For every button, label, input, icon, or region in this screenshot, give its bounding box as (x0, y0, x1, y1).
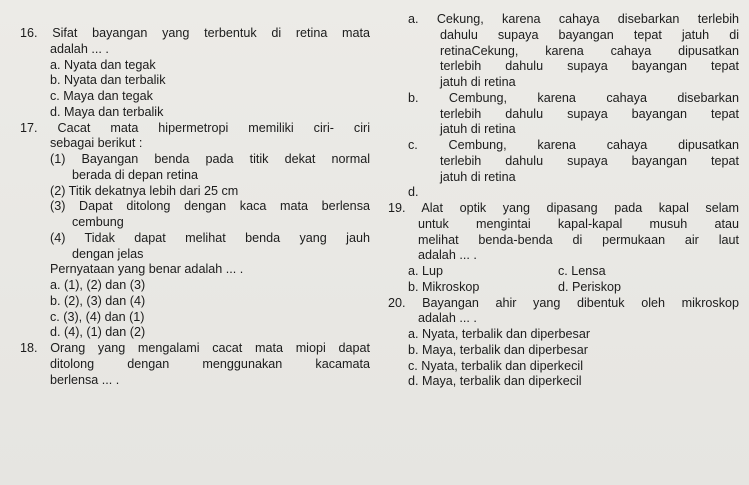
q19-stem-line-4: adalah ... . (418, 248, 477, 263)
q16-option-a: a. Nyata dan tegak (50, 57, 156, 72)
q17-statement-1: (1) Bayangan benda pada titik dekat normal (50, 152, 370, 166)
q17-statement-3: (3) Dapat ditolong dengan kaca mata berlensa (50, 199, 370, 214)
q18-option-c-line-2: terlebih dahulu supaya bayangan tepat (440, 153, 739, 168)
q18-option-b-line-1: b. Cembung, karena cahaya disebarkan (408, 90, 739, 105)
q16-stem-line-1: 16. Sifat bayangan yang terbentuk di retina mata (20, 26, 370, 40)
q16-option-b: b. Nyata dan terbalik (50, 73, 166, 88)
q18-option-a-line-5: jatuh di retina (440, 75, 516, 89)
q20-stem-line-2: adalah ... . (418, 311, 477, 326)
left-column (20, 26, 370, 388)
q18-option-b-line-2: terlebih dahulu supaya bayangan tepat (440, 106, 739, 121)
q16-option-d: d. Maya dan terbalik (50, 104, 164, 119)
q18-option-a-line-2: dahulu supaya bayangan tepat jatuh di (440, 27, 739, 42)
q17-statement-4-cont: dengan jelas (72, 246, 144, 261)
q18-option-c-line-3: jatuh di retina (440, 169, 516, 184)
q17-option-b: b. (2), (3) dan (4) (50, 293, 146, 308)
q18-stem-line-2: ditolong dengan menggunakan kacamata (50, 356, 370, 371)
q20-stem-line-1: 20. Bayangan ahir yang dibentuk oleh mikroskop (388, 295, 739, 310)
q17-stem-line-1: 17. Cacat mata hipermetropi memiliki ciri- ciri (20, 120, 370, 135)
q20-option-a: a. Nyata, terbalik dan diperbesar (408, 327, 591, 341)
q19-options-row-1 (388, 264, 739, 280)
q17-statement-4: (4) Tidak dapat melihat benda yang jauh (50, 230, 370, 245)
q19-option-a: a. Lup (408, 264, 444, 278)
q20-option-b: b. Maya, terbalik dan diperbesar (408, 342, 588, 357)
q19-stem-line-3: melihat benda-benda di permukaan air laut (418, 232, 739, 247)
q17-question: Pernyataan yang benar adalah ... . (50, 262, 244, 277)
q18-option-a-line-1: a. Cekung, karena cahaya disebarkan terlebih (408, 12, 739, 26)
q16-option-c: c. Maya dan tegak (50, 89, 153, 103)
q17-stem-line-2: sebagai berikut : (50, 136, 143, 151)
q19-options-row-2 (388, 280, 739, 296)
q17-option-a: a. (1), (2) dan (3) (50, 278, 146, 292)
q18-option-a-line-3: retinaCekung, karena cahaya dipusatkan (440, 43, 739, 58)
q17-option-d: d. (4), (1) dan (2) (50, 325, 146, 340)
q20-option-c: c. Nyata, terbalik dan diperkecil (408, 358, 583, 373)
q19-stem-line-2: untuk mengintai kapal-kapal musuh atau (418, 216, 739, 231)
q16-stem-line-2: adalah ... . (50, 41, 109, 56)
q19-stem-line-1: 19. Alat optik yang dipasang pada kapal selam (388, 201, 739, 215)
q18-stem-line-3: berlensa ... . (50, 372, 120, 387)
q17-statement-2: (2) Titik dekatnya lebih dari 25 cm (50, 183, 239, 198)
q20-option-d: d. Maya, terbalik dan diperkecil (408, 374, 582, 389)
q17-statement-1-cont: berada di depan retina (72, 167, 199, 182)
q18-option-a-line-4: terlebih dahulu supaya bayangan tepat (440, 59, 739, 74)
q18-option-d: d. (408, 185, 419, 200)
right-column (388, 12, 739, 390)
q17-option-c: c. (3), (4) dan (1) (50, 309, 145, 324)
q18-stem-line-1: 18. Orang yang mengalami cacat mata miopi dapat (20, 341, 370, 355)
q18-option-c-line-1: c. Cembung, karena cahaya dipusatkan (408, 138, 739, 152)
q19-option-c: c. Lensa (558, 264, 606, 278)
q19-option-d: d. Periskop (558, 279, 621, 294)
q18-option-b-line-3: jatuh di retina (440, 122, 516, 137)
q17-statement-3-cont: cembung (72, 215, 124, 229)
q19-option-b: b. Mikroskop (408, 279, 480, 294)
